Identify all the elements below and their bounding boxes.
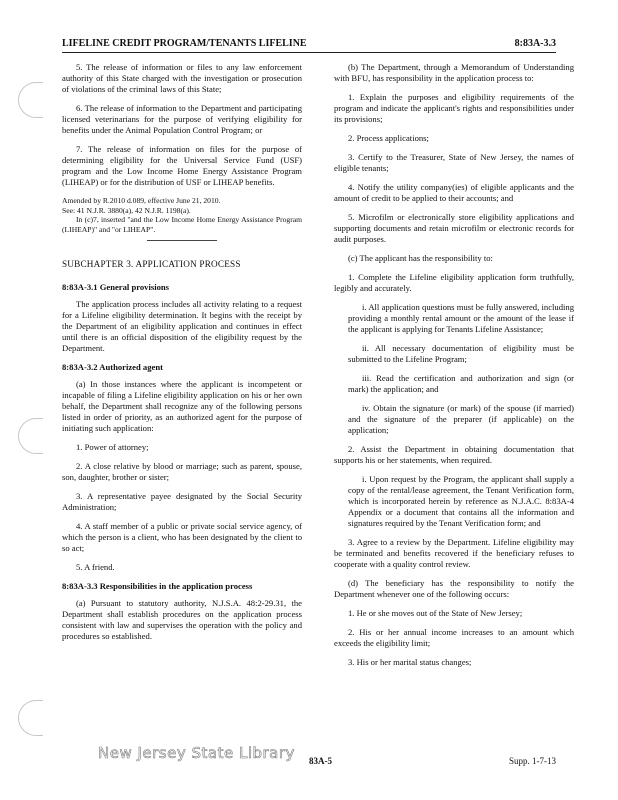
- punch-hole-mark: [18, 418, 43, 454]
- punch-hole-mark: [18, 82, 43, 118]
- list-item: 4. A staff member of a public or private social service agency, of which the person is a client, who has been designated by the client to so act;: [62, 521, 302, 553]
- history-note: In (c)7, inserted "and the Low Income Home Energy Assistance Program (LIHEAP)" and "or LIHEAP".: [62, 215, 302, 234]
- paragraph: (d) The beneficiary has the responsibility to notify the Department whenever one of the following occurs:: [334, 578, 574, 599]
- paragraph: 6. The release of information to the Department and participating licensed veterinarians for the purpose of verifying eligibility for benefits under the Animal Population Control Program; or: [62, 103, 302, 135]
- sub-list-item: iv. Obtain the signature (or mark) of the spouse (if married) and the signature of the preparer (if applicable) on the application;: [348, 403, 574, 435]
- list-item: 2. His or her annual income increases to an amount which exceeds the eligibility limit;: [334, 627, 574, 648]
- list-item: 3. His or her marital status changes;: [348, 657, 472, 667]
- list-item: 1. He or she moves out of the State of New Jersey;: [348, 608, 523, 618]
- list-item: 2. A close relative by blood or marriage; such as parent, spouse, son, daughter, brother or sister;: [62, 461, 302, 482]
- paragraph: (a) In those instances where the applicant is incompetent or incapable of filing a Lifeline eligibility application on his or her own behalf, the Department shall recognize any of the following persons listed in order of priority, as an authorized agent for the purpose of initiating such application:: [62, 379, 302, 433]
- list-item: 1. Explain the purposes and eligibility requirements of the program and indicate the applicant's rights and responsibilities under its provisions;: [334, 92, 574, 124]
- sub-list-item: ii. All necessary documentation of eligibility must be submitted to the Lifeline Program;: [348, 343, 574, 364]
- section-heading: 8:83A-3.2 Authorized agent: [62, 362, 163, 372]
- list-item: 2. Assist the Department in obtaining documentation that supports his or her statements, when required.: [334, 444, 574, 465]
- history-note: Amended by R.2010 d.089, effective June 21, 2010.: [62, 196, 221, 205]
- list-item: 3. Agree to a review by the Department. Lifeline eligibility may be terminated and benefits recovered if the beneficiary refuses to cooperate with a quality control review.: [334, 537, 574, 569]
- header-section-number: 8:83A-3.3: [514, 38, 556, 49]
- library-watermark-stamp: New Jersey State Library: [98, 744, 295, 762]
- paragraph: (b) The Department, through a Memorandum of Understanding with BFU, has responsibility in the application process to:: [334, 62, 574, 83]
- list-item: 5. Microfilm or electronically store eligibility applications and supporting documents and retain microfilm or electronic records for audit purposes.: [334, 212, 574, 244]
- separator-rule: [147, 240, 217, 241]
- paragraph: The application process includes all activity relating to a request for a Lifeline eligibility determination. It begins with the receipt by the Department of an eligibility application and continues in effect until there is an official disposition of the eligibility request by the Department.: [62, 299, 302, 353]
- paragraph: 7. The release of information on files for the purpose of determining eligibility for the Universal Service Fund (USF) program and the Low Income Home Energy Assistance Program (LIHEAP) or for the distribution of USF or LIHEAP benefits.: [62, 144, 302, 187]
- section-heading: 8:83A-3.1 General provisions: [62, 282, 170, 292]
- punch-hole-mark: [18, 700, 43, 736]
- page-number: 83A-5: [309, 756, 332, 766]
- paragraph: 5. The release of information or files to any law enforcement authority of this State charged with the investigation or prosecution of violations of the criminal laws of this State;: [62, 62, 302, 94]
- list-item: 3. Certify to the Treasurer, State of New Jersey, the names of eligible tenants;: [334, 152, 574, 173]
- subchapter-heading: SUBCHAPTER 3. APPLICATION PROCESS: [62, 259, 241, 269]
- sub-list-item: i. Upon request by the Program, the applicant shall supply a copy of the rental/lease agreement, the Tenant Verification form, which is incorporated herein by reference as N.J.A.C. 8:83A-4 Appendix or a document that contains all the information and signatures required by the Tenant Verification form; and: [348, 474, 574, 528]
- header-title: LIFELINE CREDIT PROGRAM/TENANTS LIFELINE: [62, 38, 307, 49]
- right-column: [334, 62, 574, 676]
- list-item: 1. Complete the Lifeline eligibility application form truthfully, legibly and accurately.: [334, 272, 574, 293]
- list-item: 1. Power of attorney;: [76, 442, 149, 452]
- list-item: 2. Process applications;: [348, 133, 429, 143]
- left-column: [62, 62, 302, 650]
- list-item: 5. A friend.: [76, 562, 115, 572]
- page-footer: [62, 752, 556, 772]
- history-note: See: 41 N.J.R. 3880(a), 42 N.J.R. 1198(a).: [62, 205, 191, 215]
- running-header: [62, 36, 556, 53]
- paragraph: (c) The applicant has the responsibility to:: [348, 253, 493, 263]
- supplement-date: Supp. 1-7-13: [509, 756, 556, 766]
- section-heading: 8:83A-3.3 Responsibilities in the application process: [62, 581, 253, 591]
- sub-list-item: i. All application questions must be fully answered, including providing a monthly rental amount or the amount of the lease if the applicant is applying for Tenants Lifeline Assistance;: [348, 302, 574, 334]
- paragraph: (a) Pursuant to statutory authority, N.J.S.A. 48:2-29.31, the Department shall establish procedures on the application process consistent with law and supervises the operation with the policy and procedures so established.: [62, 598, 302, 641]
- sub-list-item: iii. Read the certification and authorization and sign (or mark) the application; and: [348, 373, 574, 394]
- list-item: 3. A representative payee designated by the Social Security Administration;: [62, 491, 302, 512]
- list-item: 4. Notify the utility company(ies) of eligible applicants and the amount of credit to be applied to their accounts; and: [334, 182, 574, 203]
